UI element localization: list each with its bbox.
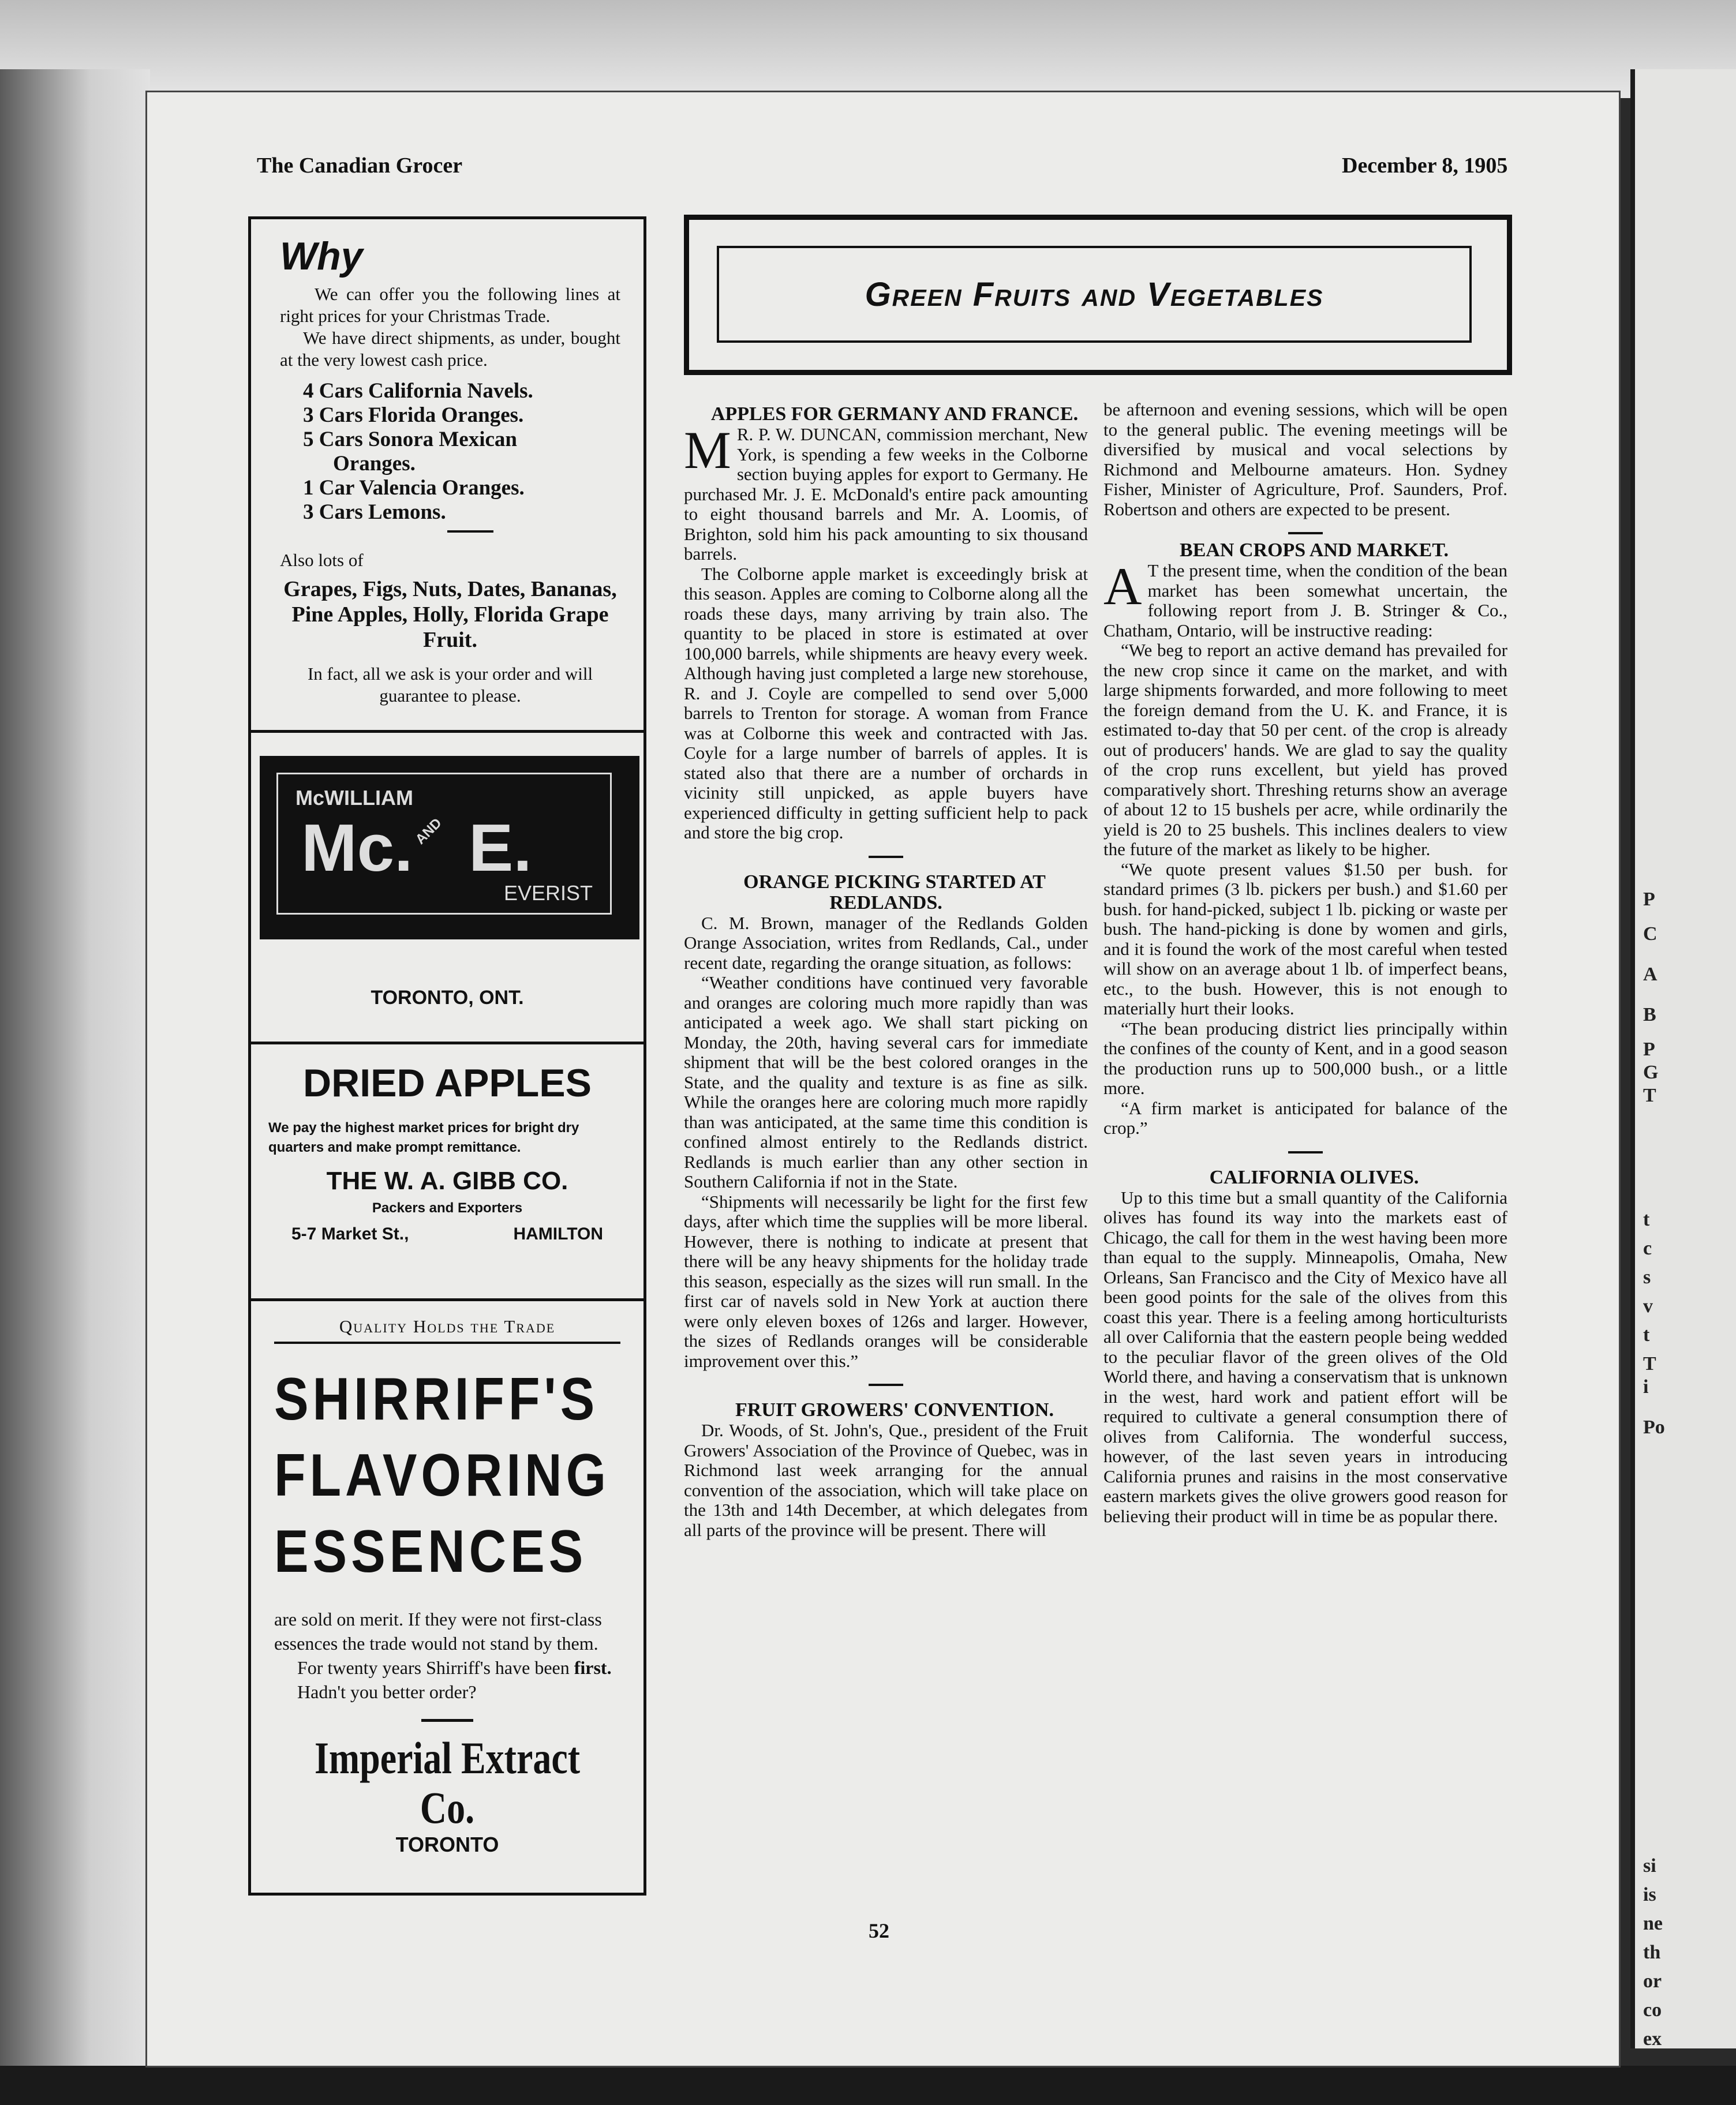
why-title: Why: [280, 234, 363, 278]
fragment: t: [1643, 1324, 1650, 1346]
fragment: Po: [1643, 1417, 1665, 1438]
shirriff-text-2: [274, 1655, 620, 1680]
adjacent-page-edge: [1630, 69, 1736, 2048]
drop-cap: A: [1103, 557, 1142, 616]
fragment: si: [1643, 1855, 1656, 1876]
olives-paragraph-1: Up to this time but a small quantity of the California olives has found its way into the markets east of Chicago, the call for them in the west having been more than equal to the supply. Minneapolis, Omaha, New Orleans, San Francisco and the City of Mexico have all been good points for the sale of the olives from this coast this year. There is a feeling among horticulturists all over California that the eastern people being wedded to the peculiar flavor of the green olives of the Old World there, and having a conservatism that is unknown in the west, hard work and patient effort will be required to cultivate a general consumption there of olives from California. The wonderful success, however, of the last seven years in introducing California prunes and raisins in the most conservative eastern markets gives the olive growers good reason for believing their product will in time be as popular there.: [1103, 1187, 1507, 1526]
why-advertisement: [251, 219, 643, 733]
logo-top-text: McWILLIAM: [295, 786, 413, 810]
text-2-main: For twenty years Shirriff's have been: [297, 1657, 570, 1678]
divider: [447, 530, 493, 533]
shirriff-advertisement: [251, 1301, 643, 1893]
headline-orange: ORANGE PICKING STARTED AT REDLANDS.: [743, 871, 1046, 913]
imperial-extract-company: Imperial Extract Co.: [314, 1733, 581, 1833]
bean-paragraph-1: [1103, 557, 1507, 641]
street: 5-7 Market St.,: [291, 1224, 409, 1243]
fragment: P: [1643, 1039, 1655, 1060]
bean-paragraph-3: “We quote present values $1.50 per bush. for standard primes (3 lb. pickers per bush.) and $1.60 per bush. for hand-picked, subject 1 lb. picking or waste per bush. The hand-picking is done by women and girls, and it is found the work of the most careful when tested will show on an average about 1 lb. of imperfect beans, etc., to the bush. However, this is not enough to materially hurt their looks.: [1103, 859, 1507, 1018]
logo-frame: [276, 773, 612, 915]
scan-top-margin: [0, 0, 1736, 98]
bean-paragraph-5: “A firm market is anticipated for balance of the crop.”: [1103, 1098, 1507, 1138]
mcwilliam-city: TORONTO, ONT.: [371, 987, 524, 1009]
quality-tagline: Quality Holds the Trade: [339, 1316, 556, 1336]
list-item: 3 Cars Florida Oranges.: [303, 403, 524, 427]
publication-title: The Canadian Grocer: [257, 153, 463, 178]
shirriff-line-3: ESSENCES: [274, 1518, 588, 1585]
fragment: C: [1643, 923, 1658, 945]
apples-text-1: R. P. W. DUNCAN, commission merchant, New York, is spending a few weeks in the Colborne section buying apples for export to Germany. He purchased Mr. J. E. McDonald's entire pack amounting to eight thousand barrels and Mr. A. Loomis, of Brighton, sold him his pack amounting to six thousand barrels.: [684, 424, 1088, 564]
gibb-tagline: Packers and Exporters: [372, 1200, 523, 1216]
why-shipments: We have direct shipments, as under, bought at the very lowest cash price.: [280, 328, 620, 370]
fragment: A: [1643, 964, 1658, 985]
fruit-growers-continued: be afternoon and evening sessions, which will be open to the general public. The evening meetings will be diversified by musical and vocal selections by Richmond and Melbourne amateurs. Hon. Sydney Fisher, Minister of Agriculture, Prof. Saunders, Prof. Robertson and others are expected to be present.: [1103, 399, 1507, 519]
dried-apples-title: DRIED APPLES: [302, 1061, 592, 1105]
drop-cap: M: [684, 421, 731, 480]
list-item: 5 Cars Sonora Mexican: [303, 428, 517, 451]
fragment: ex: [1643, 2028, 1662, 2050]
logo-e: E.: [469, 810, 532, 885]
fragment: T: [1643, 1353, 1656, 1374]
shipment-list: [280, 379, 620, 525]
also-label: Also lots of: [280, 550, 364, 570]
mcwilliam-everist-advertisement: [251, 733, 643, 1044]
fragment: ne: [1643, 1913, 1663, 1934]
logo-mc: Mc.: [301, 810, 413, 885]
dried-apples-text: We pay the highest market prices for bright dry quarters and make prompt remittance.: [268, 1120, 579, 1155]
apples-paragraph-1: [684, 421, 1088, 564]
fragment: or: [1643, 1971, 1662, 1992]
mcwilliam-logo: [260, 756, 639, 939]
fragment: T: [1643, 1085, 1656, 1106]
scan-binding: [0, 69, 150, 2105]
orange-paragraph-2: “Weather conditions have continued very favorable and oranges are coloring much more rapidly than was anticipated a week ago. We shall start picking on Monday, the 20th, having several cars for immediate shipment that will be the best colored oranges in the State, and the quality and texture is as fine as silk. While the oranges here are coloring much more rapidly than was anticipated, at the same time this condition is confined almost entirely to the Redlands district. Redlands is much earlier than any other section in Southern California if not in the State.: [684, 972, 1088, 1192]
headline-olives: CALIFORNIA OLIVES.: [1209, 1166, 1419, 1188]
fragment: i: [1643, 1376, 1649, 1398]
logo-bottom-text: EVERIST: [503, 881, 593, 905]
apples-paragraph-2: The Colborne apple market is exceedingly brisk at this season. Apples are coming to Colborne along all the roads these days, many arriving by train also. The quantity to be placed in store is estimated at over 100,000 barrels, while shipments are heavy every week. Although having just completed a large new storehouse, R. and J. Coyle are compelled to send over 5,000 barrels to Trenton for storage. A woman from France was at Colborne this week and contracted with Jas. Coyle for a large number of barrels of apples. It is stated also that there are a number of orchards in vicinity still unpicked, as apple buyers have experienced difficulty in getting sufficient help to pack and store the big crop.: [684, 563, 1088, 842]
orange-paragraph-3: “Shipments will necessarily be light for the first few days, after which time the supplies will be more liberal. However, there is nothing to indicate at present that there will be any heavy shipments for the holiday trade this season, especially as the sizes will run small. In the first car of navels sold in New York at auction there were only eleven boxes of 126s and larger. However, the sizes of Redlands oranges will be considerable improvement over this.”: [684, 1191, 1088, 1371]
divider: [1288, 1151, 1323, 1153]
gibb-company: THE W. A. GIBB CO.: [326, 1167, 568, 1195]
fragment: t: [1643, 1209, 1650, 1230]
also-items: Grapes, Figs, Nuts, Dates, Bananas, Pine Apples, Holly, Florida Grape Fruit.: [283, 577, 617, 652]
divider: [869, 856, 903, 858]
divider: [421, 1719, 473, 1722]
gibb-address: [268, 1224, 626, 1244]
advertisement-column: [248, 216, 646, 1896]
divider: [274, 1342, 620, 1344]
imperial-extract-city: TORONTO: [395, 1833, 499, 1856]
headline-fruit-growers: FRUIT GROWERS' CONVENTION.: [735, 1399, 1054, 1421]
why-closing: In fact, all we ask is your order and will guarantee to please.: [307, 664, 593, 706]
fragment: B: [1643, 1004, 1656, 1025]
shirriff-text-3: Hadn't you better order?: [297, 1681, 477, 1702]
fragment: v: [1643, 1295, 1653, 1317]
headline-apples: APPLES FOR GERMANY AND FRANCE.: [710, 403, 1079, 425]
fruit-growers-paragraph-1: Dr. Woods, of St. John's, Que., president of the Fruit Growers' Association of the Province of Quebec, was in Richmond last week arranging for the annual convention of the association, which will take place on the 13th and 14th December, at which delegates from all parts of the province will be present. There will: [684, 1420, 1088, 1540]
logo-and: AND: [412, 815, 445, 848]
page-number: 52: [869, 1919, 889, 1942]
text-2-bold: first.: [574, 1657, 612, 1678]
section-title: Green Fruits and Vegetables: [865, 275, 1324, 313]
headline-bean: BEAN CROPS AND MARKET.: [1180, 540, 1449, 561]
orange-paragraph-1: C. M. Brown, manager of the Redlands Golden Orange Association, writes from Redlands, Cal., under recent date, regarding the orange situation, as follows:: [684, 912, 1088, 973]
fragment: G: [1643, 1062, 1659, 1083]
scan-bottom-margin: [0, 2066, 1736, 2105]
list-item: 1 Car Valencia Oranges.: [303, 476, 525, 500]
article-column-1: [684, 404, 1088, 1540]
fragment: co: [1643, 1999, 1662, 2021]
shirriff-line-2: FLAVORING: [274, 1442, 610, 1509]
divider: [1288, 532, 1323, 534]
dried-apples-advertisement: [251, 1044, 643, 1301]
fragment: is: [1643, 1884, 1656, 1905]
shirriff-text-1: are sold on merit. If they were not first-class essences the trade would not stand by them.: [274, 1609, 602, 1654]
divider: [869, 1384, 903, 1386]
fragment: P: [1643, 889, 1655, 910]
shirriff-line-1: SHIRRIFF'S: [274, 1366, 599, 1433]
article-column-2: [1103, 400, 1507, 1526]
issue-date: December 8, 1905: [1342, 153, 1508, 178]
bean-text-1: T the present time, when the condition of the bean market has been somewhat uncertain, the following report from J. B. Stringer & Co., Chatham, Ontario, will be instructive reading:: [1103, 560, 1507, 641]
bean-paragraph-2: “We beg to report an active demand has prevailed for the new crop since it came on the market, and with large shipments forwarded, and more following to meet the foreign demand from the U. K. and France, it is estimated to-day that 50 per cent. of the crop is already out of producers' hands. We are glad to say the quality of the crop runs excellent, but yield has proved comparatively short. Threshing returns show an average of about 12 to 15 bushels per acre, while ordinarily the yield is 20 to 25 bushels. This inclines dealers to view the future of the market as likely to be higher.: [1103, 640, 1507, 859]
section-banner: [684, 215, 1512, 375]
banner-frame: [717, 246, 1472, 343]
city: HAMILTON: [513, 1224, 603, 1243]
list-item: 3 Cars Lemons.: [303, 500, 446, 524]
bean-paragraph-4: “The bean producing district lies principally within the confines of the county of Kent, and in a good season the production runs up to 500,000 bush., or a little more.: [1103, 1018, 1507, 1098]
fragment: th: [1643, 1942, 1661, 1963]
fragment: c: [1643, 1238, 1652, 1259]
fragment: s: [1643, 1267, 1651, 1288]
list-item: 4 Cars California Navels.: [303, 379, 533, 403]
list-item: Oranges.: [333, 452, 416, 475]
why-intro: We can offer you the following lines at right prices for your Christmas Trade.: [280, 284, 620, 326]
